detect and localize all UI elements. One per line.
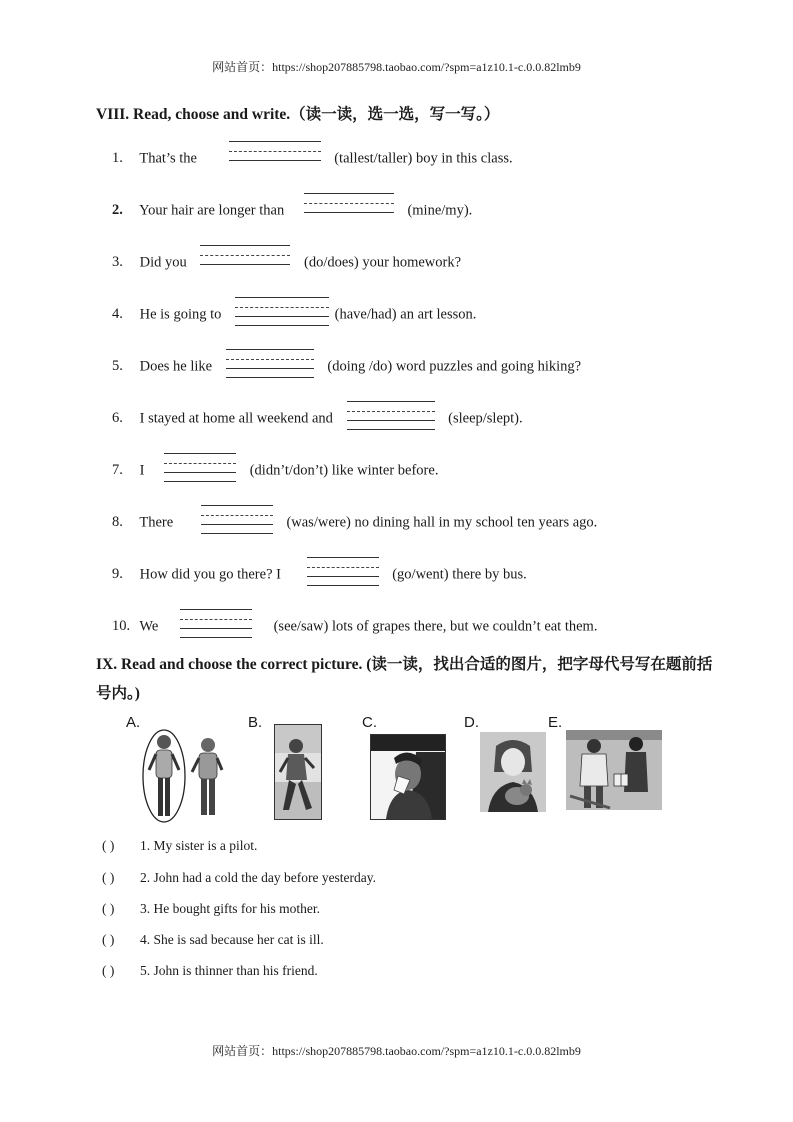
question-text-after: (tallest/taller) boy in this class. xyxy=(334,150,513,167)
item-text: 1. My sister is a pilot. xyxy=(140,838,258,853)
question-text-after: (have/had) an art lesson. xyxy=(334,306,477,323)
answer-blank[interactable] xyxy=(307,560,379,590)
question-3 xyxy=(112,248,461,278)
question-number: 6. xyxy=(112,410,123,427)
question-text-after: (sleep/slept). xyxy=(448,410,523,427)
question-text-after: (doing /do) word puzzles and going hiking? xyxy=(327,358,582,375)
question-number: 5. xyxy=(112,358,123,375)
question-8 xyxy=(112,508,597,538)
question-number: 7. xyxy=(112,462,123,479)
question-text-after: (didn’t/don’t) like winter before. xyxy=(249,462,439,479)
item-text: 2. John had a cold the day before yesterday. xyxy=(140,870,377,885)
picture-a-two-people[interactable] xyxy=(140,728,230,824)
answer-blank[interactable] xyxy=(180,612,252,642)
item-text: 3. He bought gifts for his mother. xyxy=(140,901,320,916)
picture-label-a: A. xyxy=(126,714,141,731)
picture-b-person-walking[interactable] xyxy=(274,724,322,820)
picture-d-girl-with-cat[interactable] xyxy=(480,732,546,812)
question-text-before: How did you go there? I xyxy=(139,566,281,583)
question-text-before: There xyxy=(139,514,174,531)
question-number: 10. xyxy=(112,618,131,635)
question-5 xyxy=(112,352,581,382)
question-9 xyxy=(112,560,527,590)
question-text-before: Did you xyxy=(139,254,187,271)
section-ix-title-cont: 号内。) xyxy=(96,685,140,702)
question-text-after: (was/were) no dining hall in my school ten years ago. xyxy=(286,514,598,531)
answer-parentheses[interactable]: ( ) xyxy=(102,838,115,853)
question-text-before: Your hair are longer than xyxy=(139,202,285,219)
answer-blank[interactable] xyxy=(347,404,435,434)
question-text-after: (see/saw) lots of grapes there, but we couldn’t eat them. xyxy=(273,618,598,635)
picture-question-1 xyxy=(102,838,257,854)
picture-c-person-with-cold[interactable] xyxy=(370,734,446,820)
question-6 xyxy=(112,404,523,434)
question-text-before: I stayed at home all weekend and xyxy=(139,410,333,427)
answer-parentheses[interactable]: ( ) xyxy=(102,963,115,978)
picture-question-5 xyxy=(102,963,318,979)
question-number: 3. xyxy=(112,254,123,271)
question-text-before: He is going to xyxy=(139,306,222,323)
answer-blank[interactable] xyxy=(200,248,290,278)
section-ix-title: IX. Read and choose the correct picture. (读一读，找出合适的图片，把字母代号写在题前括 xyxy=(96,656,713,673)
question-text-before: That’s the xyxy=(139,150,197,167)
answer-parentheses[interactable]: ( ) xyxy=(102,870,115,885)
picture-question-3 xyxy=(102,901,320,917)
picture-label-e: E. xyxy=(548,714,563,731)
question-text-after: (do/does) your homework? xyxy=(304,254,462,271)
question-number: 1. xyxy=(112,150,123,167)
question-number: 9. xyxy=(112,566,123,583)
question-text-before: Does he like xyxy=(139,358,213,375)
picture-question-2 xyxy=(102,870,376,886)
picture-e-shopping-gifts[interactable] xyxy=(566,730,662,810)
question-text-before: I xyxy=(139,462,145,479)
question-number: 4. xyxy=(112,306,123,323)
picture-label-c: C. xyxy=(362,714,377,731)
answer-blank[interactable] xyxy=(164,456,236,486)
question-number: 2. xyxy=(112,202,123,219)
answer-blank[interactable] xyxy=(304,196,394,226)
question-2 xyxy=(112,196,472,226)
picture-label-b: B. xyxy=(248,714,263,731)
question-7 xyxy=(112,456,438,486)
question-text-before: We xyxy=(139,618,159,635)
picture-question-4 xyxy=(102,932,324,948)
section-viii-title: VIII. Read, choose and write.（读一读，选一选，写一写。） xyxy=(96,106,500,123)
answer-parentheses[interactable]: ( ) xyxy=(102,932,115,947)
answer-blank[interactable] xyxy=(229,144,321,174)
question-1 xyxy=(112,144,513,174)
question-number: 8. xyxy=(112,514,123,531)
answer-parentheses[interactable]: ( ) xyxy=(102,901,115,916)
question-10 xyxy=(112,612,597,642)
page-footer: 网站首页：https://shop207885798.taobao.com/?spm=a1z10.1-c.0.0.82lmb9 xyxy=(212,1044,581,1058)
question-text-after: (go/went) there by bus. xyxy=(392,566,527,583)
question-4 xyxy=(112,300,476,330)
page-header: 网站首页：https://shop207885798.taobao.com/?spm=a1z10.1-c.0.0.82lmb9 xyxy=(212,60,581,74)
answer-blank[interactable] xyxy=(226,352,314,382)
item-text: 4. She is sad because her cat is ill. xyxy=(140,932,324,947)
answer-blank[interactable] xyxy=(235,300,329,330)
picture-label-d: D. xyxy=(464,714,479,731)
question-text-after: (mine/my). xyxy=(407,202,473,219)
item-text: 5. John is thinner than his friend. xyxy=(140,963,318,978)
answer-blank[interactable] xyxy=(201,508,273,538)
